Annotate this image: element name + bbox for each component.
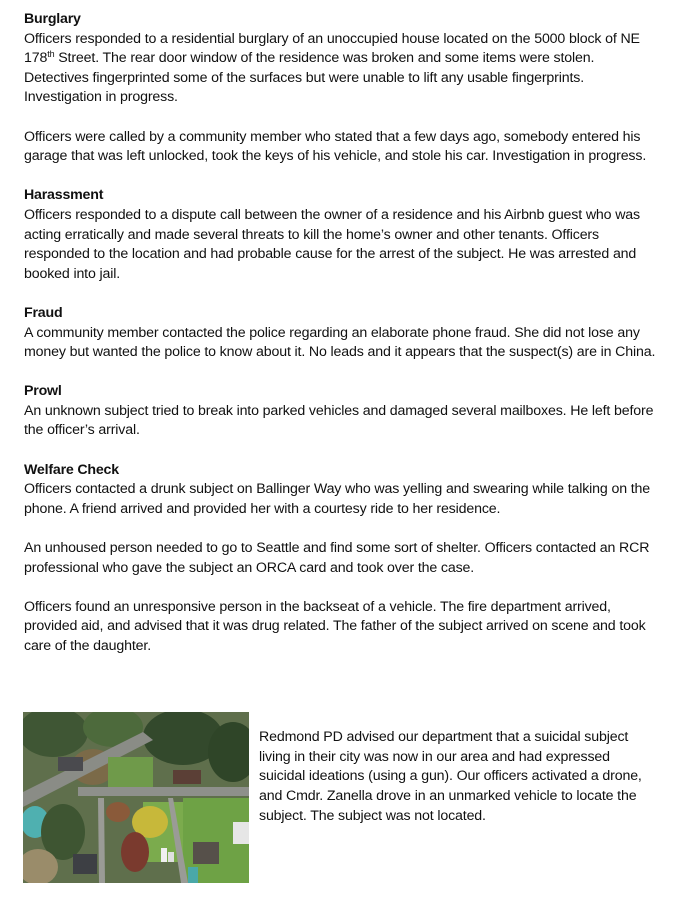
section-heading-welfare-check: Welfare Check — [24, 461, 119, 478]
prowl-paragraph-1: An unknown subject tried to break into parked vehicles and damaged several mailboxes. He left before the officer’s arrival. — [24, 402, 654, 439]
document-page — [24, 10, 660, 657]
text-run: Officers responded to a residential burglary of an unoccupied house located on the 5000 block of NE 178 — [24, 30, 640, 67]
paragraph-gap — [24, 363, 660, 383]
aerial-photo-illustration — [23, 712, 249, 883]
paragraph-gap — [24, 284, 660, 304]
welfare-paragraph-2: An unhoused person needed to go to Seattle and find some sort of shelter. Officers contacted an RCR professional who gave the subject an ORCA card and took over the case. — [24, 540, 650, 576]
paragraph-gap — [24, 167, 660, 187]
paragraph-gap — [24, 578, 660, 598]
welfare-paragraph-1: Officers contacted a drunk subject on Ballinger Way who was yelling and swearing while talking on the phone. A friend arrived and provided her with a courtesy ride to her residence. — [24, 481, 650, 517]
paragraph-gap — [24, 108, 660, 128]
burglary-paragraph-1 — [24, 30, 660, 108]
ordinal-superscript: th — [47, 49, 55, 60]
aerial-drone-photo — [23, 712, 249, 883]
photo-with-caption — [23, 712, 663, 884]
paragraph-gap — [24, 519, 660, 539]
welfare-paragraph-3: Officers found an unresponsive person in the backseat of a vehicle. The fire department arrived, provided aid, and advised that it was drug related. The father of the subject arrived on scene and took care of the daughter. — [24, 598, 646, 654]
section-heading-fraud: Fraud — [24, 304, 63, 321]
harassment-paragraph-1: Officers responded to a dispute call between the owner of a residence and his Airbnb guest who was acting erratically and made several threats to kill the home’s owner and other tenants. Officers responded to the location and had probable cause for the arrest of the subject. He was arrested and booked into jail. — [24, 206, 640, 282]
text-run: Street. The rear door window of the residence was broken and some items were stolen. Detectives fingerprinted some of the surfaces but were unable to lift any usable fingerprints. Investigation in progress. — [24, 50, 595, 106]
fraud-paragraph-1: A community member contacted the police regarding an elaborate phone fraud. She did not lose any money but wanted the police to know about it. No leads and it appears that the suspect(s) are in China. — [24, 324, 656, 361]
welfare-paragraph-4: Redmond PD advised our department that a suicidal subject living in their city was now in our area and had expressed suicidal ideations (using a gun). Our officers activated a drone, and Cmdr. Zanella drove in an unmarked vehicle to locate the subject. The subject was not located. — [259, 729, 642, 824]
burglary-paragraph-2: Officers were called by a community member who stated that a few days ago, somebody entered his garage that was left unlocked, took the keys of his vehicle, and stole his car. Investigation in progress. — [24, 128, 647, 165]
paragraph-gap — [24, 441, 660, 461]
section-heading-burglary: Burglary — [24, 11, 81, 27]
section-heading-prowl: Prowl — [24, 383, 62, 400]
section-heading-harassment: Harassment — [24, 187, 104, 204]
